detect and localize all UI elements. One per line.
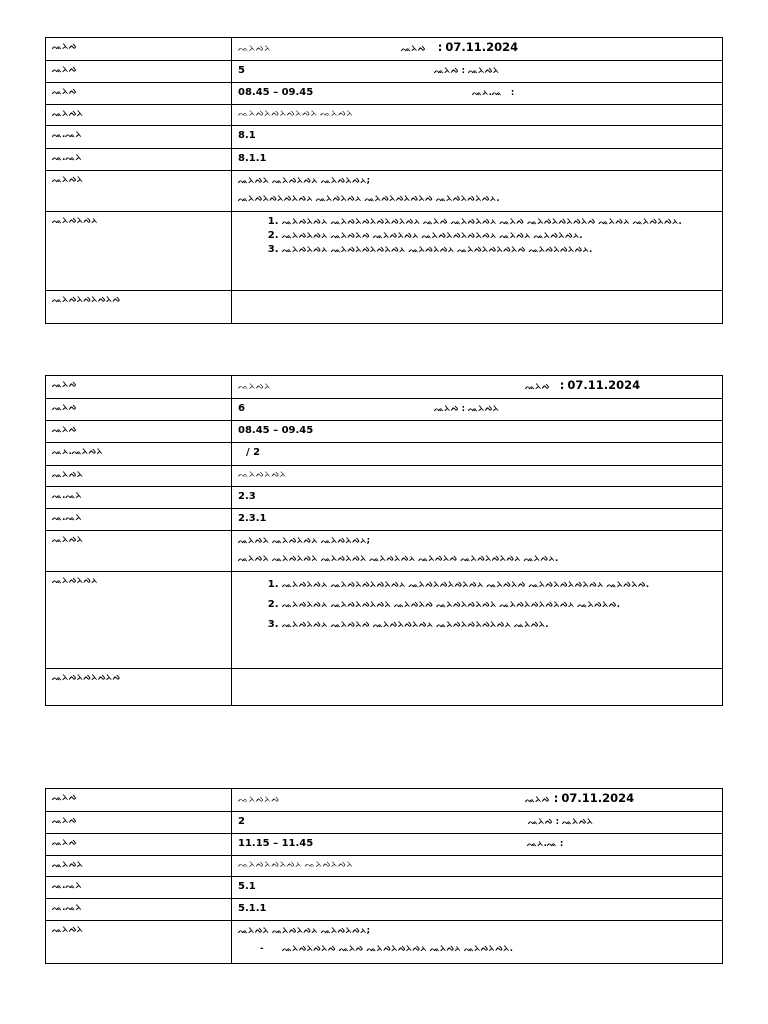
intro-line: ᨕᨂᨗᨄᨂᨗ ᨕᨂᨗᨄᨂᨗᨄᨂ ᨕᨂᨗᨄᨂᨗᨄᨂ; bbox=[238, 176, 370, 186]
lesson-plan-2 bbox=[45, 375, 723, 706]
attendance-value: ᨕᨂᨗᨄ : ᨕᨂᨗᨄᨂᨗ bbox=[434, 66, 500, 76]
topic-value: ᨕᨂᨗᨄᨂᨗᨄᨂᨗᨄᨂᨗᨄᨂᨗ ᨕᨂᨗᨄᨂᨗ bbox=[232, 105, 723, 126]
row-label: ᨕᨂᨗᨄᨂᨗᨄᨂᨗᨄᨂᨗᨄ bbox=[46, 669, 232, 706]
row-label: ᨕᨂᨗᨄ bbox=[46, 789, 232, 812]
row-label: ᨕ.ᨕᨂᨗ bbox=[46, 487, 232, 509]
topic-row bbox=[46, 105, 723, 126]
row-label: ᨕᨂᨗᨄᨂᨗᨄᨂ bbox=[46, 572, 232, 669]
subject-value: ᨕᨂᨗᨄᨂᨗᨄ bbox=[238, 795, 280, 805]
sk-row bbox=[46, 877, 723, 899]
row-label: ᨕᨂᨗᨄᨂᨗᨄᨂᨗᨄᨂᨗᨄ bbox=[46, 291, 232, 324]
year-value: 6 bbox=[238, 403, 245, 414]
date-label: ᨕᨂᨗᨄ bbox=[401, 44, 426, 54]
bullet-text: ᨕᨂᨗᨄᨂᨗᨄᨂᨗᨄ ᨕᨂᨗᨄ ᨕᨂᨗᨄᨂᨗᨄᨂᨗᨄᨂ ᨕᨂᨗᨄᨂ ᨕᨂᨗᨄᨂᨗᨄᨂᨗ. bbox=[282, 944, 513, 954]
intro-line: ᨕᨂᨗᨄᨂᨗ ᨕᨂᨗᨄᨂᨗᨄᨂ ᨕᨂᨗᨄᨂᨗᨄᨂ; bbox=[238, 536, 370, 546]
topic-value: ᨕᨂᨗᨄᨂᨗᨄᨂᨗᨄᨂ ᨕᨂᨗᨄᨂᨗᨄᨂᨗ bbox=[232, 856, 723, 877]
date-label: ᨕᨂᨗᨄ bbox=[525, 382, 550, 392]
topic-value: ᨕᨂᨗᨄᨂᨗᨄᨂᨗ bbox=[232, 466, 723, 487]
year-row bbox=[46, 812, 723, 834]
sp-value: 2.3.1 bbox=[232, 509, 723, 531]
row-label: ᨕᨂᨗᨄ bbox=[46, 834, 232, 856]
sp-row bbox=[46, 509, 723, 531]
attendance-value: ᨕᨂᨗᨄ : ᨕᨂᨗᨄᨂᨗ bbox=[528, 817, 594, 827]
row-label: ᨕᨂᨗᨄ bbox=[46, 812, 232, 834]
time-row bbox=[46, 421, 723, 443]
intro-row bbox=[46, 171, 723, 212]
sp-row bbox=[46, 899, 723, 921]
objective-item: 1. ᨕᨂᨗᨄᨂᨗᨄᨂ ᨕᨂᨗᨄᨂᨗᨄᨂᨗᨄᨂᨗᨄᨂᨗᨄᨂ ᨕᨂᨗᨄ ᨕᨂᨗᨄᨂᨗᨄᨂ ᨕᨂᨗᨄ ᨕᨂᨗᨄᨂᨗᨄᨂᨗᨄᨂᨗᨄ ᨕᨂᨗᨄᨂ ᨕᨂᨗᨄᨂᨗᨄᨂ. bbox=[282, 215, 716, 229]
topic-row bbox=[46, 466, 723, 487]
year-row bbox=[46, 399, 723, 421]
sp-row bbox=[46, 149, 723, 171]
objectives-row bbox=[46, 212, 723, 291]
row-label: ᨕᨂᨗᨄ bbox=[46, 376, 232, 399]
objectives-list bbox=[238, 215, 716, 257]
year-value: 2 bbox=[238, 816, 245, 827]
bullet-item bbox=[238, 940, 716, 958]
subject-row bbox=[46, 38, 723, 61]
row-label: ᨕᨂᨗᨄᨂᨗ bbox=[46, 171, 232, 212]
intro-row bbox=[46, 531, 723, 572]
row-label: ᨕᨂᨗᨄ bbox=[46, 61, 232, 83]
row-label: ᨕᨂᨗᨄᨂᨗ bbox=[46, 105, 232, 126]
sp-value: 5.1.1 bbox=[232, 899, 723, 921]
subject-value: ᨕᨂᨗᨄᨂᨗ bbox=[238, 44, 271, 54]
intro-line: ᨕᨂᨗᨄᨂᨗ ᨕᨂᨗᨄᨂᨗᨄᨂ ᨕᨂᨗᨄᨂᨗᨄᨂ; bbox=[238, 926, 370, 936]
attendance-value: ᨕᨂᨗᨄ : ᨕᨂᨗᨄᨂᨗ bbox=[434, 404, 500, 414]
row-label: ᨕᨂᨗᨄᨂᨗ bbox=[46, 856, 232, 877]
subject-row bbox=[46, 789, 723, 812]
time-extra: ᨕᨂ.ᨕ : bbox=[472, 88, 515, 98]
reflection-value bbox=[232, 291, 723, 324]
row-label: ᨕ.ᨕᨂᨗ bbox=[46, 899, 232, 921]
objective-item: 2. ᨕᨂᨗᨄᨂᨗᨄᨂ ᨕᨂᨗᨄᨂᨗᨄ ᨕᨂᨗᨄᨂᨗᨄᨂ ᨕᨂᨗᨄᨂᨗᨄᨂᨗᨄᨂᨗᨄᨂ ᨕᨂᨗᨄᨂ ᨕᨂᨗᨄᨂᨗᨄᨂ. bbox=[282, 229, 716, 243]
date-separator: : bbox=[553, 791, 559, 805]
row-label: ᨕ.ᨕᨂᨗ bbox=[46, 509, 232, 531]
objective-item: 3. ᨕᨂᨗᨄᨂᨗᨄᨂ ᨕᨂᨗᨄᨂᨗᨄ ᨕᨂᨗᨄᨂᨗᨄᨂᨗᨄᨂ ᨕᨂᨗᨄᨂᨗᨄᨂᨗᨄᨂᨗᨄᨂ ᨕᨂᨗᨄᨂᨗ. bbox=[282, 615, 716, 635]
time-row bbox=[46, 834, 723, 856]
row-label: ᨕᨂ.ᨕᨂᨗᨄᨂᨗ bbox=[46, 443, 232, 466]
row-label: ᨕᨂᨗᨄ bbox=[46, 83, 232, 105]
year-value: 5 bbox=[238, 65, 245, 76]
row-label: ᨕᨂᨗᨄᨂᨗ bbox=[46, 466, 232, 487]
time-value: 08.45 – 09.45 bbox=[232, 421, 723, 443]
row-label: ᨕ.ᨕᨂᨗ bbox=[46, 126, 232, 149]
time-row bbox=[46, 83, 723, 105]
bullet-marker: - bbox=[260, 944, 264, 954]
year-row bbox=[46, 61, 723, 83]
sk-row bbox=[46, 487, 723, 509]
sk-value: 8.1 bbox=[232, 126, 723, 149]
objectives-row bbox=[46, 572, 723, 669]
objective-item: 1. ᨕᨂᨗᨄᨂᨗᨄᨂ ᨕᨂᨗᨄᨂᨗᨄᨂᨗᨄᨂᨗᨄᨂ ᨕᨂᨗᨄᨂᨗᨄᨂᨗᨄᨂᨗᨄᨂ ᨕᨂᨗᨄᨂᨗᨄ ᨕᨂᨗᨄᨂᨗᨄᨂᨗᨄᨂᨗᨄᨂ ᨕᨂᨗᨄᨂᨗᨄ. bbox=[282, 575, 716, 595]
date-separator: : bbox=[559, 378, 565, 392]
intro-row bbox=[46, 921, 723, 964]
sk-row bbox=[46, 126, 723, 149]
sk-value: 5.1 bbox=[232, 877, 723, 899]
reflection-value bbox=[232, 669, 723, 706]
time-value: 08.45 – 09.45 bbox=[238, 87, 314, 98]
row-label: ᨕ.ᨕᨂᨗ bbox=[46, 149, 232, 171]
objectives-list bbox=[238, 575, 716, 635]
time-extra: ᨕᨂ.ᨕ : bbox=[527, 839, 564, 849]
week-row bbox=[46, 443, 723, 466]
lesson-plan-3 bbox=[45, 788, 723, 964]
row-label: ᨕᨂᨗᨄᨂᨗ bbox=[46, 531, 232, 572]
row-label: ᨕ.ᨕᨂᨗ bbox=[46, 877, 232, 899]
subject-row bbox=[46, 376, 723, 399]
date-value: 07.11.2024 bbox=[567, 378, 641, 392]
date-value: 07.11.2024 bbox=[561, 791, 635, 805]
intro-line: ᨕᨂᨗᨄᨂᨗ ᨕᨂᨗᨄᨂᨗᨄᨂᨗ ᨕᨂᨗᨄᨂᨗᨄᨂᨗ ᨕᨂᨗᨄᨂᨗᨄᨂ ᨕᨂᨗᨄᨂᨗᨄ ᨕᨂᨗᨄᨂᨗᨄᨂᨗᨄᨂ ᨕᨂᨗᨄᨂ. bbox=[238, 554, 559, 564]
subject-value: ᨕᨂᨗᨄᨂᨗ bbox=[238, 382, 271, 392]
week-value: / 2 bbox=[232, 443, 723, 466]
row-label: ᨕᨂᨗᨄᨂᨗᨄᨂ bbox=[46, 212, 232, 291]
lesson-plan-1 bbox=[45, 37, 723, 324]
sp-value: 8.1.1 bbox=[232, 149, 723, 171]
sk-value: 2.3 bbox=[232, 487, 723, 509]
objective-item: 2. ᨕᨂᨗᨄᨂᨗᨄᨂ ᨕᨂᨗᨄᨂᨗᨄᨂᨗᨄᨂᨗ ᨕᨂᨗᨄᨂᨗᨄ ᨕᨂᨗᨄᨂᨗᨄᨂᨗᨄᨂᨗ ᨕᨂᨗᨄᨂᨗᨄᨂᨗᨄᨂᨗᨄᨂ ᨕᨂᨗᨄᨂᨗᨄ. bbox=[282, 595, 716, 615]
date-separator: : bbox=[437, 40, 443, 54]
row-label: ᨕᨂᨗᨄ bbox=[46, 421, 232, 443]
row-label: ᨕᨂᨗᨄ bbox=[46, 38, 232, 61]
date-label: ᨕᨂᨗᨄ bbox=[525, 795, 550, 805]
intro-line: ᨕᨂᨗᨄᨂᨗᨄᨂᨗᨄᨂᨗᨄᨂ ᨕᨂᨗᨄᨂᨗᨄᨂ ᨕᨂᨗᨄᨂᨗᨄᨂᨗᨄᨂᨗᨄ ᨕᨂᨗᨄᨂᨗᨄᨂᨗᨄᨂ. bbox=[238, 194, 500, 204]
date-value: 07.11.2024 bbox=[445, 40, 519, 54]
row-label: ᨕᨂᨗᨄᨂᨗ bbox=[46, 921, 232, 964]
reflection-row bbox=[46, 291, 723, 324]
topic-row bbox=[46, 856, 723, 877]
time-value: 11.15 – 11.45 bbox=[238, 838, 314, 849]
objective-item: 3. ᨕᨂᨗᨄᨂᨗᨄᨂ ᨕᨂᨗᨄᨂᨗᨄᨂᨗᨄᨂᨗᨄᨂ ᨕᨂᨗᨄᨂᨗᨄᨂ ᨕᨂᨗᨄᨂᨗᨄᨂᨗᨄᨂᨗᨄ ᨕᨂᨗᨄᨂᨗᨄᨂᨗᨄᨂ. bbox=[282, 243, 716, 257]
reflection-row bbox=[46, 669, 723, 706]
row-label: ᨕᨂᨗᨄ bbox=[46, 399, 232, 421]
